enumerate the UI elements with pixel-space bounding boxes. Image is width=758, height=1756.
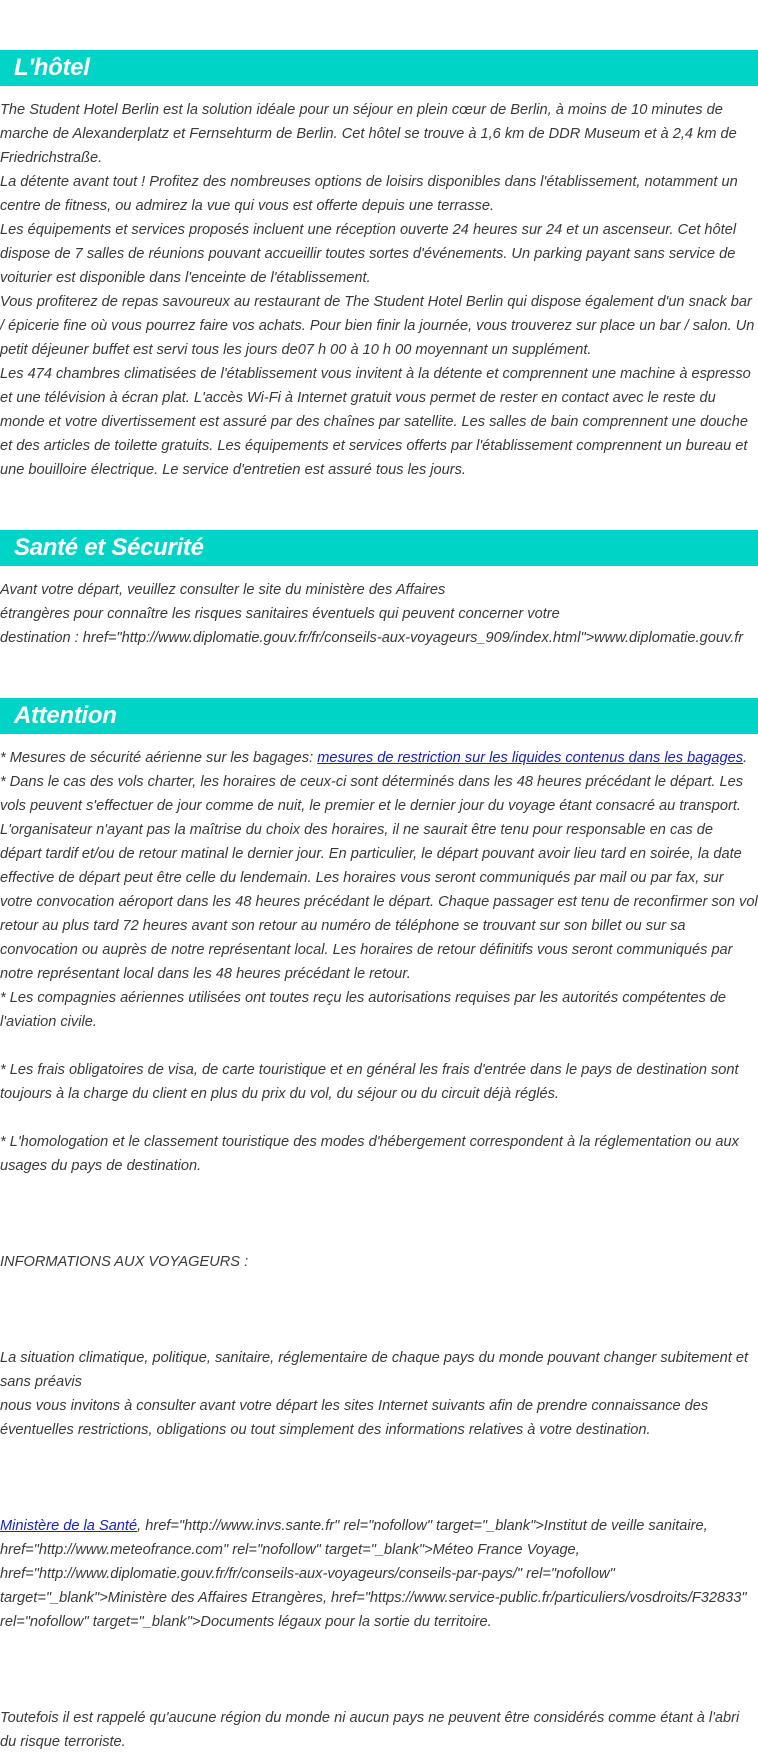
attention-text [0, 746, 758, 1754]
hotel-heading: L'hôtel [14, 54, 90, 81]
health-heading: Santé et Sécurité [14, 534, 204, 561]
hotel-paragraph-dining: Vous profiterez de repas savoureux au restaurant de The Student Hotel Berlin qui dispose également d'un snack bar / épicerie fine où vous pourrez faire vos achats. Pour bien finir la journée, vous trouverez sur place un bar / salon. Un petit déjeuner buffet est servi tous les jours de07 h 00 à 10 h 00 moyennant un supplément. [0, 294, 755, 358]
hotel-paragraph-location: The Student Hotel Berlin est la solution idéale pour un séjour en plein cœur de Berlin, à moins de 10 minutes de marche de Alexanderplatz et Fernsehturm de Berlin. Cet hôtel se trouve à 1,6 km de DDR Museum et à 2,4 km de Friedrichstraße. [0, 102, 737, 166]
security-bagages-line [0, 746, 758, 770]
info-travellers-title: INFORMATIONS AUX VOYAGEURS : [0, 1254, 249, 1270]
airlines-paragraph: * Les compagnies aériennes utilisées ont toutes reçu les autorisations requises par les autorités compétentes de l'aviation civile. [0, 990, 727, 1030]
security-suffix: . [743, 750, 748, 766]
useful-links-paragraph [0, 1514, 758, 1634]
fees-paragraph: * Les frais obligatoires de visa, de carte touristique et en général les frais d'entrée dans le pays de destination sont toujours à la charge du client en plus du prix du vol, du séjour ou du circuit déjà réglés. [0, 1062, 739, 1102]
charter-flights-paragraph: * Dans le cas des vols charter, les horaires de ceux-ci sont déterminés dans les 48 heures précédant le départ. Les vols peuvent s'effectuer de jour comme de nuit, le premier et le dernier jour du voyage étant consacré au transport. L'organisateur n'ayant pas la maîtrise du choix des horaires, il ne saurait être tenu pour responsable en cas de départ tardif et/ou de retour matinal le dernier jour. En particulier, le départ pouvant avoir lieu tard en soirée, la date effective de départ peut être celle du lendemain. Les horaires vous seront communiqués par mail ou par fax, sur votre convocation aéroport dans les 48 heures précédant le départ. Chaque passager est tenu de reconfirmer son vol retour au plus tard 72 heures avant son retour au numéro de téléphone se trouvant sur son billet ou sur sa convocation ou auprès de notre représentant local. Les horaires de retour définitifs vous seront communiqués par notre représentant local dans les 48 heures précédant le retour. [0, 774, 758, 982]
hotel-description [0, 98, 758, 482]
health-line-3: destination : href="http://www.diplomatie.gouv.fr/fr/conseils-aux-voyageurs_909/index.html">www.diplomatie.gouv.fr [0, 630, 744, 646]
hotel-paragraph-services: Les équipements et services proposés incluent une réception ouverte 24 heures sur 24 et un ascenseur. Cet hôtel dispose de 7 salles de réunions pouvant accueillir toutes sortes d'événements. Un parking payant sans service de voiturier est disponible dans l'enceinte de l'établissement. [0, 222, 737, 286]
health-section-header [0, 530, 758, 566]
hotel-paragraph-rooms: Les 474 chambres climatisées de l'établissement vous invitent à la détente et comprennent une machine à espresso et une télévision à écran plat. L'accès Wi-Fi à Internet gratuit vous permet de rester en contact avec le reste du monde et votre divertissement est assuré par des chaînes par satellite. Les salles de bain comprennent une douche et des articles de toilette gratuits. Les équipements et services offerts par l'établissement comprennent un bureau et une bouilloire électrique. Le service d'entretien est assuré tous les jours. [0, 366, 751, 478]
links-rest-text: , href="http://www.invs.sante.fr" rel="nofollow" target="_blank">Institut de veille sanitaire, href="http://www.meteofrance.com" rel="nofollow" target="_blank">Méteo France Voyage, href="http://www.diplomatie.gouv.fr/fr/conseils-aux-voyageurs/conseils-par-pays/" rel="nofollow" target="_blank">Ministère des Affaires Etrangères, href="https://www.service-public.fr/particuliers/vosdroits/F32833" rel="nofollow" target="_blank">Documents légaux pour la sortie du territoire. [0, 1518, 747, 1630]
hotel-paragraph-leisure: La détente avant tout ! Profitez des nombreuses options de loisirs disponibles dans l'établissement, notamment un centre de fitness, ou admirez la vue qui vous est offerte depuis une terrasse. [0, 174, 738, 214]
terrorism-paragraph: Toutefois il est rappelé qu'aucune région du monde ni aucun pays ne peuvent être considérés comme étant à l'abri du risque terroriste. [0, 1710, 740, 1750]
health-line-2: étrangères pour connaître les risques sanitaires éventuels qui peuvent concerner votre [0, 606, 560, 622]
attention-heading: Attention [14, 702, 117, 729]
ministry-health-link[interactable]: Ministère de la Santé [0, 1518, 138, 1534]
liquids-restriction-link[interactable]: mesures de restriction sur les liquides contenus dans les bagages [317, 750, 744, 766]
page-content [0, 50, 758, 1754]
situation-line-2: nous vous invitons à consulter avant votre départ les sites Internet suivants afin de prendre connaissance des éventuelles restrictions, obligations ou tout simplement des informations relatives à votre destination. [0, 1398, 709, 1438]
health-text [0, 578, 758, 650]
health-line-1: Avant votre départ, veuillez consulter le site du ministère des Affaires [0, 582, 446, 598]
security-prefix: * Mesures de sécurité aérienne sur les bagages: [0, 750, 318, 766]
situation-line-1: La situation climatique, politique, sanitaire, réglementaire de chaque pays du monde pouvant changer subitement et sans préavis [0, 1350, 748, 1390]
hotel-section-header [0, 50, 758, 86]
attention-section-header [0, 698, 758, 734]
homologation-paragraph: * L'homologation et le classement touristique des modes d'hébergement correspondent à la réglementation ou aux usages du pays de destination. [0, 1134, 739, 1174]
